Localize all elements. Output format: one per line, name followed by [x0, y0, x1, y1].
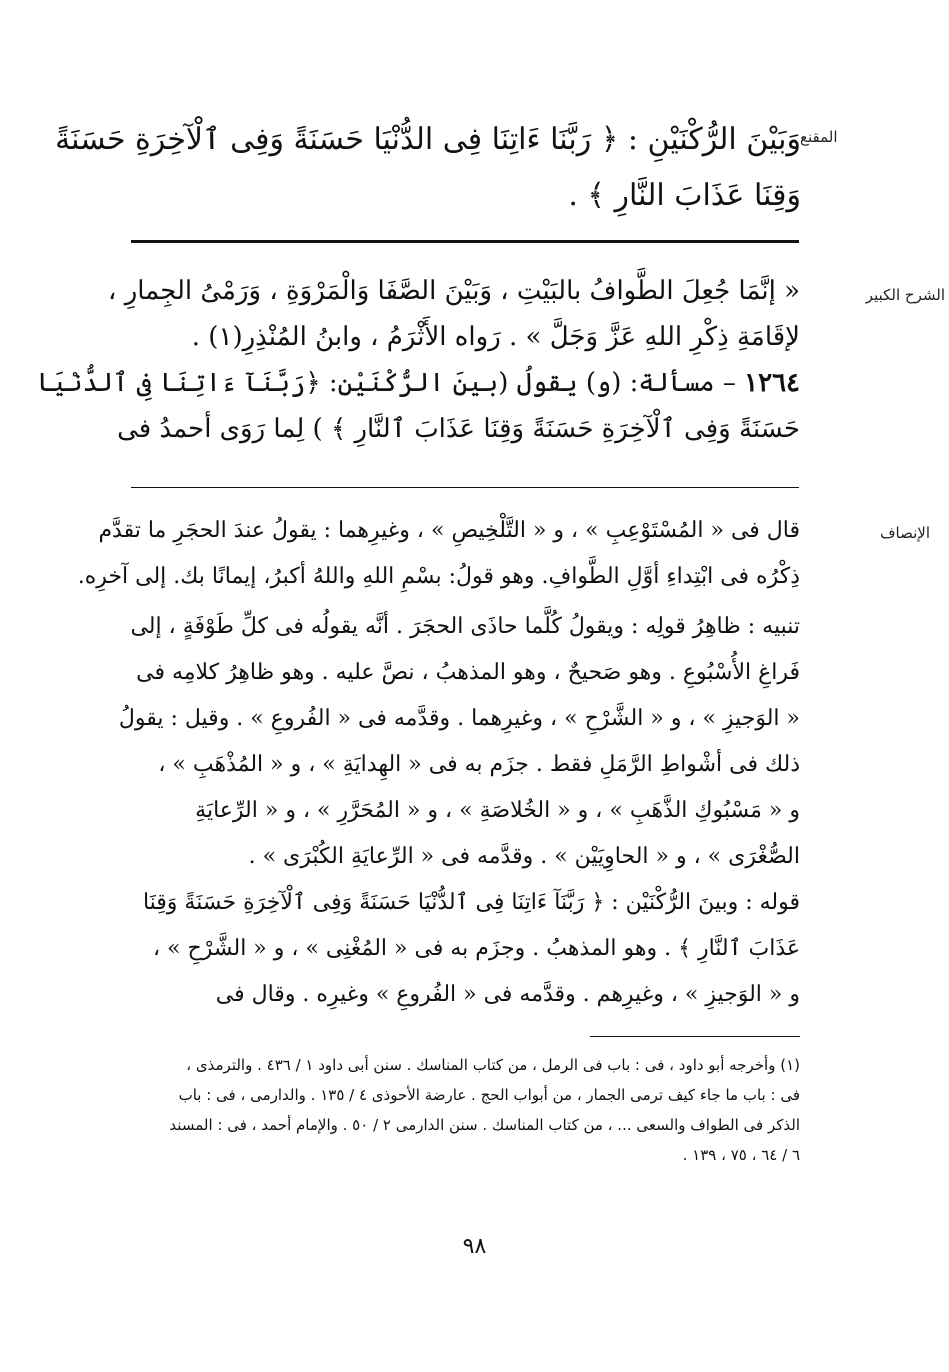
muqni-line-1: وَبَيْنَ الرُّكْنَيْنِ : ﴿ رَبَّنَا ءَاتِنَا فِى الدُّنْيَا حَسَنَةً وَفِى ٱلْآخِرَةِ حَسَنَةً	[55, 122, 801, 157]
footnote-line-1: (١) وأخرجه أبو داود ، فى : باب فى الرمل ، من كتاب المناسك . سنن أبى داود ١ / ٤٣٦ . والترمذى ،	[186, 1056, 800, 1074]
insaf-line-3: تنبيه : ظاهِرُ قولِه : ويقولُ كُلَّما حاذَى الحجَرَ . أنَّه يقولُه فى كلِّ طَوْفَةٍ ، إلى	[130, 614, 800, 639]
insaf-line-1: قال فى « المُسْتَوْعِبِ » ، و « التَّلْخِيصِ » ، وغيرِهما : يقولُ عندَ الحجَرِ ما تقدَّم	[98, 518, 800, 543]
insaf-label: الإنصاف	[879, 524, 930, 542]
insaf-line-8: الصُّغْرَى » ، و « الحاوِيَيْن » . وقدَّمه فى « الرِّعايَةِ الكُبْرَى » .	[248, 844, 800, 869]
insaf-line-10: عَذَابَ ٱلنَّارِ ﴾ . وهو المذهبُ . وجزَم به فى « المُغْنِى » ، و « الشَّرْحِ » ،	[152, 936, 800, 961]
sharh-line-1: « إنَّمَا جُعِلَ الطَّوافُ بالبَيْتِ ، وَبَيْنَ الصَّفَا وَالْمَرْوَةِ ، وَرَمْىُ الجِمارِ ،	[108, 276, 800, 306]
footnote-line-3: الذكر فى الطواف والسعى ... ، من كتاب المناسك . سنن الدارمى ٢ / ٥٠ . والإمام أحمد ، فى : المسند	[169, 1116, 800, 1134]
footnote-divider	[590, 1036, 800, 1037]
issue-number: ١٢٦٤	[744, 368, 800, 398]
insaf-line-5: « الوَجيزِ » ، و « الشَّرْحِ » ، وغيرِهما . وقدَّمه فى « الفُروعِ » . وقيل : يقولُ	[118, 706, 800, 731]
section-divider-thin	[131, 487, 799, 488]
insaf-line-9: قوله : وبينَ الرُّكْنَيْن : ﴿ رَبَّنَآ ءَاتِنَا فِى ٱلدُّنْيَا حَسَنَةً وَفِى ٱلْآخِرَةِ حَسَنَةً وَقِنَا	[142, 890, 800, 915]
muqni-line-2: وَقِنَا عَذَابَ النَّارِ ﴾ .	[568, 178, 801, 213]
sharh-issue-line-2: حَسَنَةً وَفِى ٱلْآخِرَةِ حَسَنَةً وَقِنَا عَذَابَ ٱلنَّارِ ﴾ ) لِما رَوَى أحمدُ فى	[117, 414, 800, 444]
sharh-issue-line-1	[36, 360, 800, 406]
footnote-line-2: فى : باب ما جاء كيف ترمى الجمار ، من أبواب الحج . عارضة الأحوذى ٤ / ١٣٥ . والدارمى ، فى : باب	[178, 1086, 800, 1104]
muqni-label: المقنع	[800, 128, 838, 146]
muqni-text	[55, 112, 801, 224]
footnotes	[128, 1050, 800, 1170]
insaf-line-11: و « الوَجيزِ » ، وغيرِهم . وقدَّمه فى « الفُروعِ » وغيرِه . وقال فى	[215, 982, 800, 1007]
insaf-line-6: ذلك فى أشْواطِ الرَّمَلِ فقط . جزَم به فى « الهِدايَةِ » ، و « المُذْهَبِ » ،	[158, 752, 800, 777]
section-divider-thick	[131, 240, 799, 243]
insaf-text	[77, 508, 800, 1018]
sharh-label: الشرح الكبير	[865, 286, 945, 304]
insaf-line-2: ذِكْرُه فى ابْتِداءِ أوَّلِ الطَّوافِ. وهو قولُ: بسْمِ اللهِ واللهُ أكبرُ، إيمانًا بك. إلى آخرِه.	[77, 564, 800, 589]
issue-text: – مسألة: (و) يقولُ (بينَ الرُّكْنَيْن: ﴿رَبَّنَآ ءَاتِنَا فِى ٱلدُّنْيَا	[36, 368, 736, 398]
sharh-line-2: لإقَامَةِ ذِكْرِ اللهِ عَزَّ وَجَلَّ » . رَواه الأَثْرَمُ ، وابنُ المُنْذِرِ(١) .	[191, 322, 800, 352]
footnote-line-4: ٦ / ٦٤ ، ٧٥ ، ١٣٩ .	[682, 1146, 800, 1164]
sharh-text	[36, 268, 800, 452]
insaf-line-4: فَراغِ الأُسْبُوعِ . وهو صَحيحٌ ، وهو المذهبُ ، نصَّ عليه . وهو ظاهِرُ كلامِه فى	[136, 660, 800, 685]
page-number: ٩٨	[462, 1234, 487, 1259]
insaf-line-7: و « مَسْبُوكِ الذَّهَبِ » ، و « الخُلاصَةِ » ، و « المُحَرَّرِ » ، و « الرِّعايَةِ	[195, 798, 800, 823]
